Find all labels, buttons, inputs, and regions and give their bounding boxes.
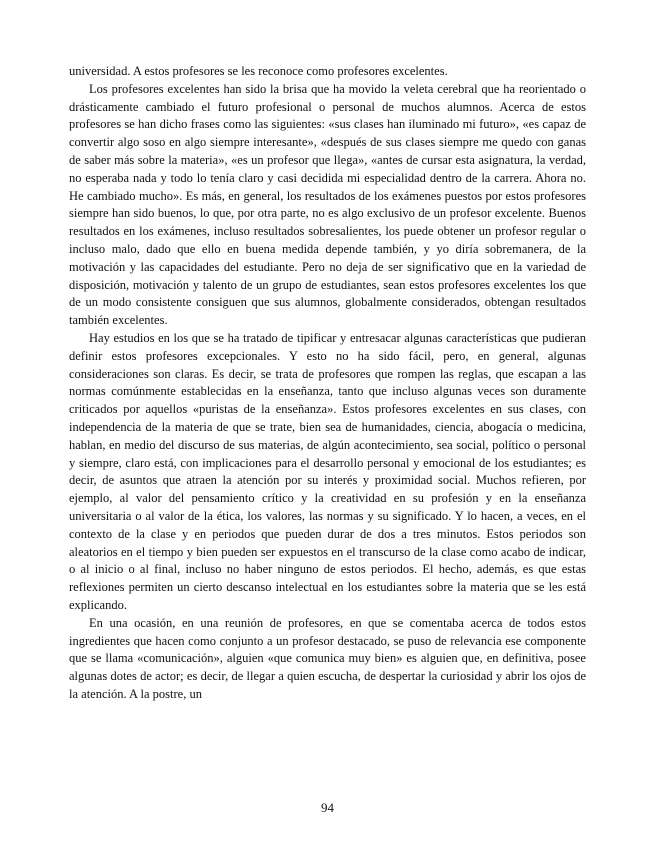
page-number: 94 [321, 800, 334, 815]
paragraph-studies: Hay estudios en los que se ha tratado de tipificar y entresacar algunas características que pudieran definir estos profesores excepcionales. Y esto no ha sido fácil, pero, en general, algunas consideraciones son claras. Es decir, se trata de profesores que rompen las reglas, que escapan a las normas comúnmente establecidas en la enseñanza, tanto que incluso algunas veces son duramente criticados por aquellos «puristas de la enseñanza». Estos profesores excelentes en sus clases, con independencia de la materia de que se trate, bien sea de humanidades, ciencia, abogacía o medicina, hablan, en medio del discurso de sus materias, de algún acontecimiento, sea social, político o personal y siempre, claro está, con implicaciones para el desarrollo personal y emocional de los estudiantes; es decir, de asuntos que atraen la atención por su interés y proximidad social. Muchos refieren, por ejemplo, al valor del pensamiento crítico y la creatividad en su profesión y en la enseñanza universitaria o al valor de la ética, los valores, las normas y su significado. Y lo hacen, a veces, en el contexto de la clase y en periodos que pueden durar de dos a tres minutos. Estos periodos son aleatorios en el tiempo y bien pueden ser expuestos en el transcurso de la clase como acabo de indicar, o al inicio o al final, incluso no haber ninguno de estos periodos. El hecho, además, es que estas reflexiones permiten un cierto descanso intelectual en los estudiantes sobre la materia que se les está explicando. [69, 330, 586, 612]
page-body [69, 63, 586, 704]
paragraph-continuation: universidad. A estos profesores se les reconoce como profesores excelentes. [69, 64, 448, 78]
paragraph-excellent-teachers: Los profesores excelentes han sido la brisa que ha movido la veleta cerebral que ha reorientado o drásticamente cambiado el futuro profesional o personal de muchos alumnos. Acerca de estos profesores se han dicho frases como las siguientes: «sus clases han iluminado mi futuro», «es capaz de convertir algo soso en algo siempre interesante», «después de sus clases siempre me quedo con ganas de saber más sobre la materia», «es un profesor que llega», «antes de cursar esta asignatura, la verdad, no esperaba nada y todo lo tenía claro y casi decidida mi especialidad dentro de la carrera. Ahora no. He cambiado mucho». Es más, en general, los resultados de los exámenes puestos por estos profesores siempre han sido buenos, lo que, por otra parte, no es algo exclusivo de un profesor excelente. Buenos resultados en los exámenes, incluso resultados sobresalientes, los puede obtener un profesor regular o incluso malo, dado que ello en buena medida depende también, y yo diría sobremanera, de la motivación y las capacidades del estudiante. Pero no deja de ser significativo que en la variedad de disposición, motivación y talento de un grupo de estudiantes, sean estos profesores excelentes los que de un modo consistente consiguen que sus alumnos, globalmente considerados, obtengan resultados también excelentes. [69, 81, 586, 328]
paragraph-communication: En una ocasión, en una reunión de profesores, en que se comentaba acerca de todos estos ingredientes que hacen como conjunto a un profesor destacado, se puso de relevancia ese componente que se llama «comunicación», alguien «que comunica muy bien» es alguien que, en definitiva, posee algunas dotes de actor; es decir, de llegar a quien escucha, de despertar la curiosidad y abrir los ojos de la atención. A la postre, un [69, 615, 586, 701]
